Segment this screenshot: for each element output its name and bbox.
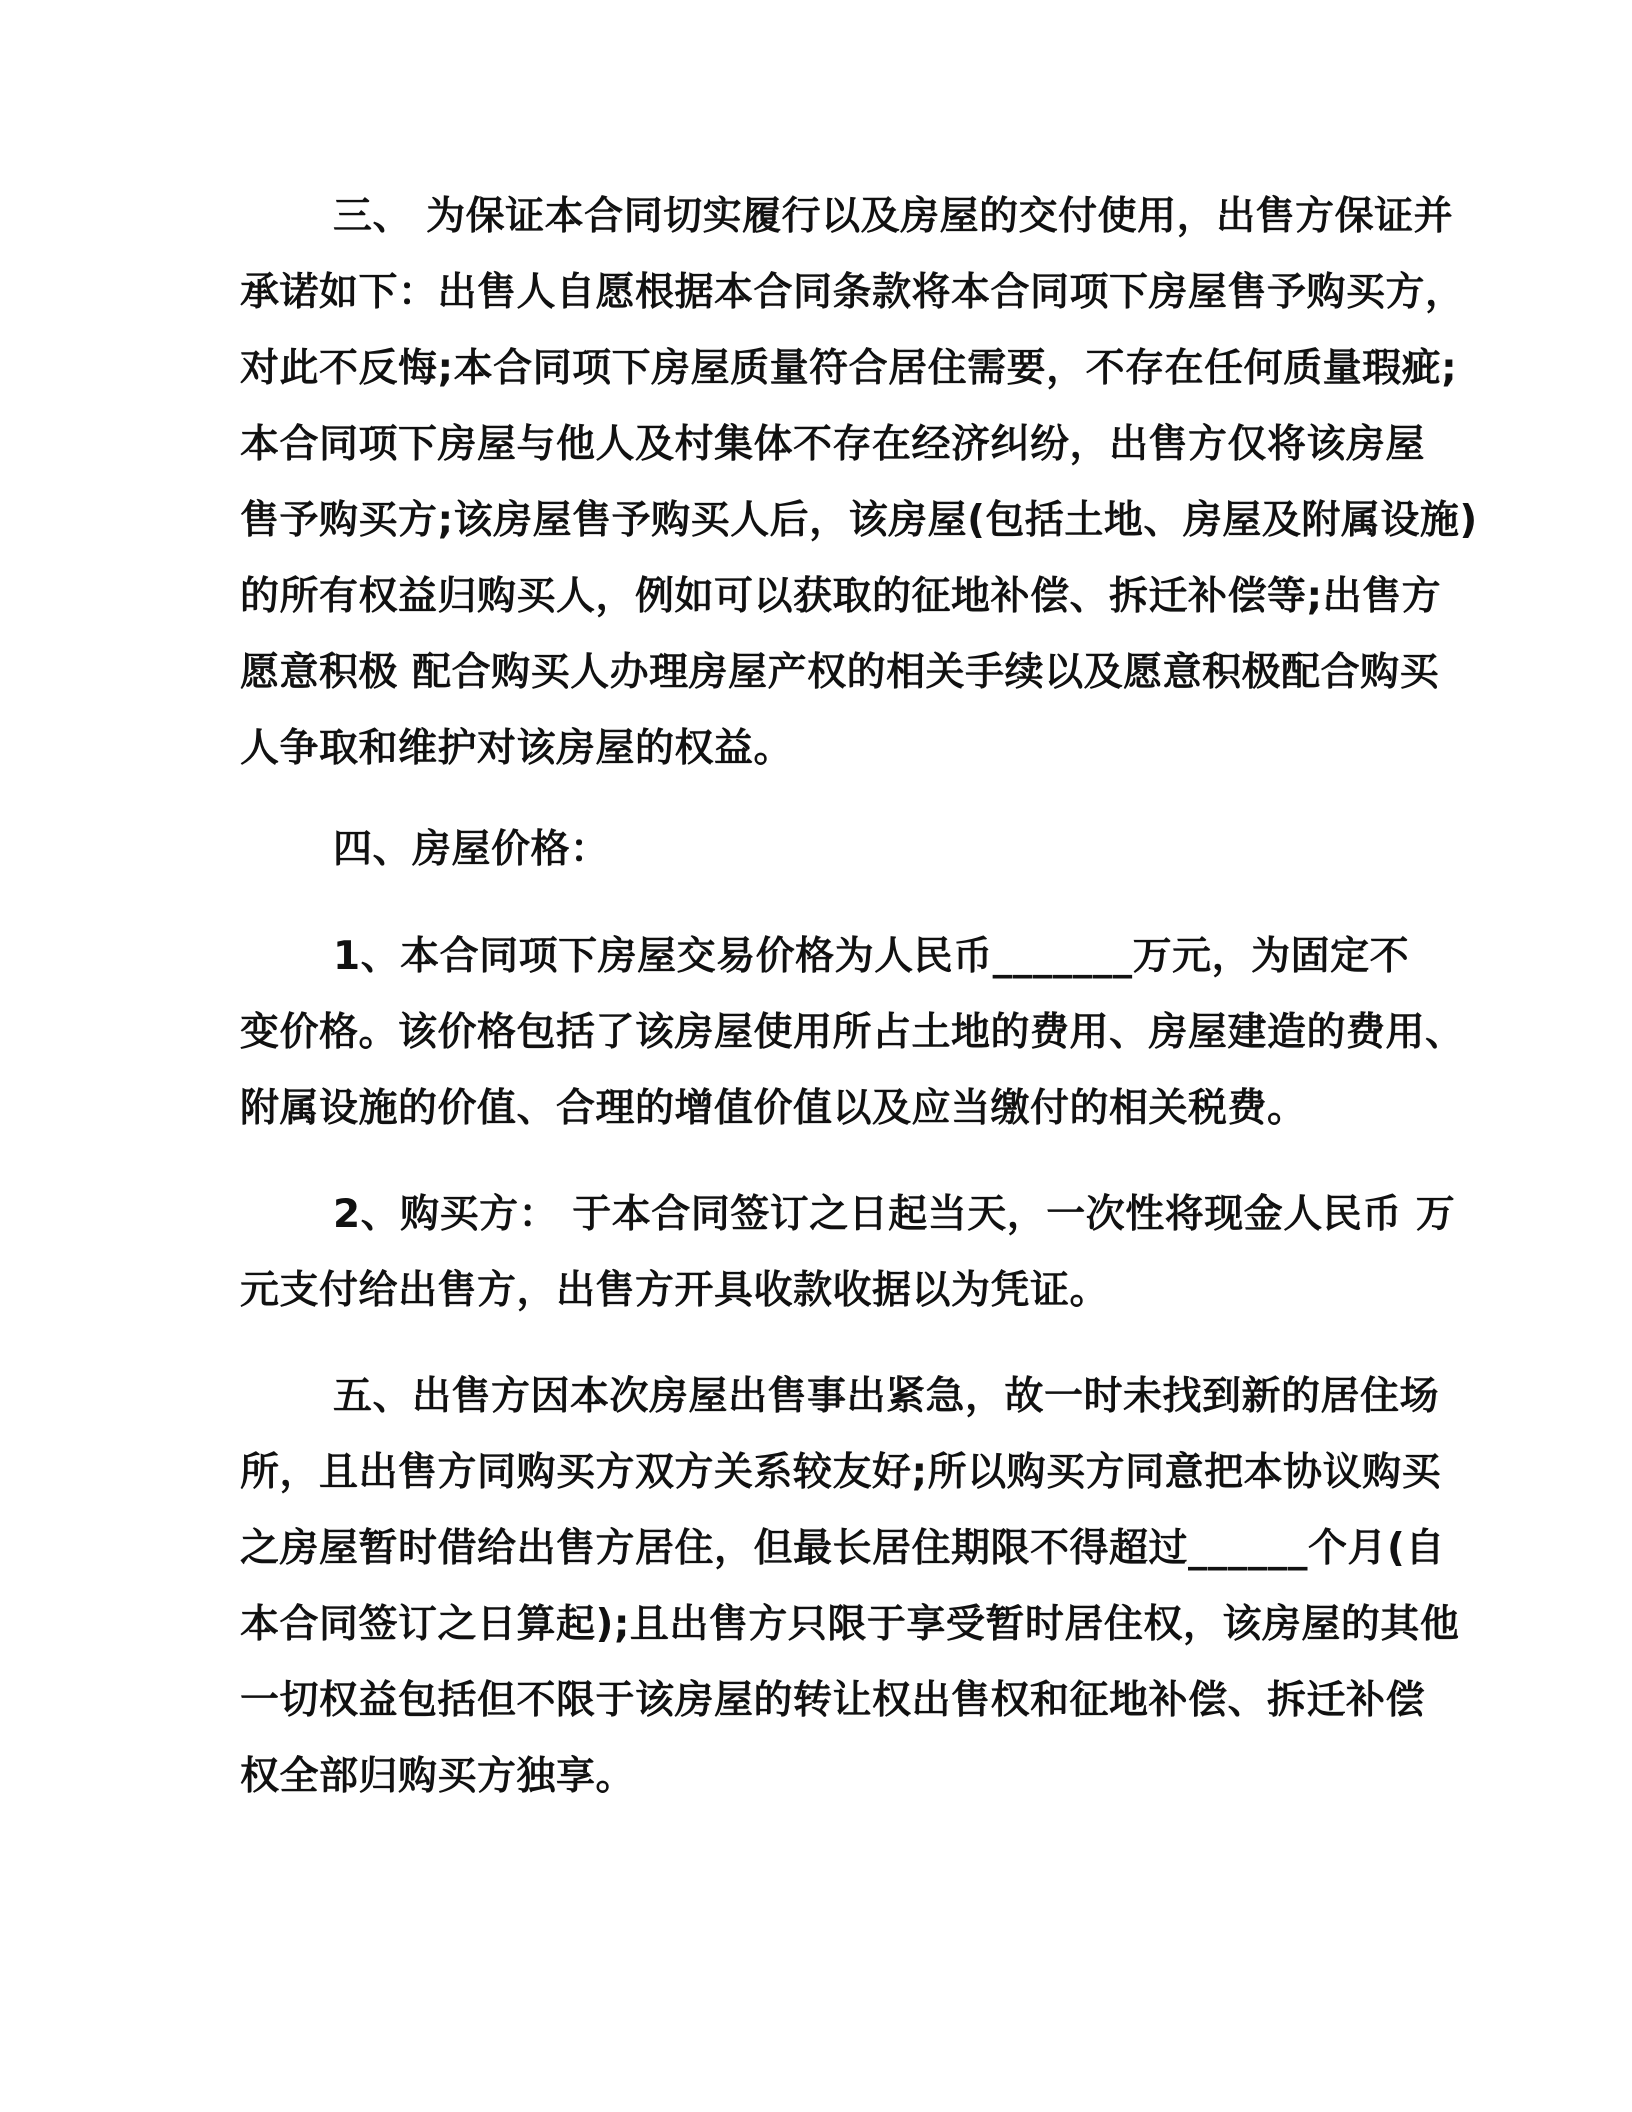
paragraph-3-line-6: 的所有权益归购买人，例如可以获取的征地补偿、拆迁补偿等;出售方 bbox=[240, 574, 1442, 619]
paragraph-3-line-8: 人争取和维护对该房屋的权益。 bbox=[240, 726, 794, 771]
clause-1-line-3: 附属设施的价值、合理的增值价值以及应当缴付的相关税费。 bbox=[240, 1086, 1307, 1131]
paragraph-5-line-1: 五、出售方因本次房屋出售事出紧急，故一时未找到新的居住场 bbox=[333, 1374, 1440, 1419]
section-4-heading: 四、房屋价格： bbox=[333, 827, 610, 872]
paragraph-3-line-4: 本合同项下房屋与他人及村集体不存在经济纠纷，出售方仅将该房屋 bbox=[240, 422, 1426, 467]
paragraph-3-line-3: 对此不反悔;本合同项下房屋质量符合居住需要，不存在任何质量瑕疵; bbox=[240, 346, 1458, 391]
paragraph-3-line-5: 售予购买方;该房屋售予购买人后，该房屋(包括土地、房屋及附属设施) bbox=[240, 498, 1478, 543]
paragraph-5-line-2: 所，且出售方同购买方双方关系较友好;所以购买方同意把本协议购买 bbox=[240, 1450, 1442, 1495]
paragraph-5-line-5: 一切权益包括但不限于该房屋的转让权出售权和征地补偿、拆迁补偿 bbox=[240, 1678, 1426, 1723]
paragraph-3-line-1: 三、 为保证本合同切实履行以及房屋的交付使用，出售方保证并 bbox=[333, 194, 1454, 239]
paragraph-5-line-3: 之房屋暂时借给出售方居住，但最长居住期限不得超过______个月(自 bbox=[240, 1526, 1445, 1571]
paragraph-3-line-2: 承诺如下：出售人自愿根据本合同条款将本合同项下房屋售予购买方， bbox=[240, 270, 1465, 315]
clause-1-line-2: 变价格。该价格包括了该房屋使用所占土地的费用、房屋建造的费用、 bbox=[240, 1010, 1465, 1055]
paragraph-5-line-6: 权全部归购买方独享。 bbox=[240, 1754, 636, 1799]
clause-2-line-2: 元支付给出售方，出售方开具收款收据以为凭证。 bbox=[240, 1268, 1110, 1313]
clause-1-line-1: 1、本合同项下房屋交易价格为人民币_______万元，为固定不 bbox=[333, 934, 1410, 979]
clause-2-line-1: 2、购买方： 于本合同签订之日起当天，一次性将现金人民币 万 bbox=[333, 1192, 1456, 1237]
paragraph-3-line-7: 愿意积极 配合购买人办理房屋产权的相关手续以及愿意积极配合购买 bbox=[240, 650, 1440, 695]
paragraph-5-line-4: 本合同签订之日算起);且出售方只限于享受暂时居住权，该房屋的其他 bbox=[240, 1602, 1460, 1647]
